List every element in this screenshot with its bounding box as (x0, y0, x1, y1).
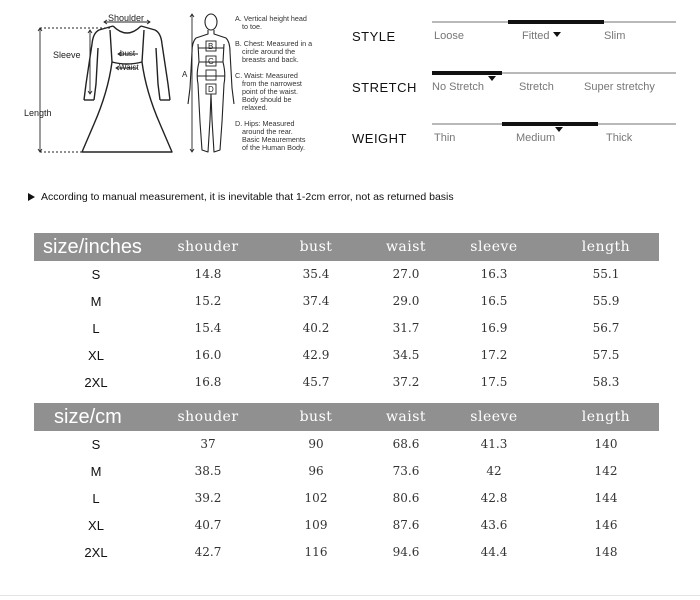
stretch-title: STRETCH (352, 80, 417, 95)
column-header-sleeve: sleeve (470, 409, 518, 425)
style-track (432, 21, 676, 23)
value-cell: 35.4 (302, 267, 330, 281)
value-cell: 17.2 (480, 348, 508, 362)
measurement-diagram (0, 0, 340, 175)
value-cell: 57.5 (592, 348, 620, 362)
size-table-cm (34, 403, 659, 566)
table-row (34, 342, 659, 369)
marker-d-label: D (208, 85, 214, 94)
size-cell: M (90, 294, 102, 309)
value-cell: 16.5 (480, 294, 508, 308)
weight-scale (352, 121, 697, 161)
value-cell: 16.8 (194, 375, 222, 389)
measurement-notice (28, 191, 454, 203)
note-line: around the rear. (242, 127, 293, 136)
table-row (34, 261, 659, 288)
value-cell: 42.7 (194, 545, 222, 559)
size-cell: 2XL (84, 375, 108, 390)
note-line: D. Hips: Measured (235, 119, 295, 128)
size-cell: XL (88, 348, 104, 363)
size-cell: L (92, 491, 100, 506)
length-label: Length (24, 108, 52, 118)
column-header-waist: waist (385, 409, 427, 425)
value-cell: 140 (594, 437, 618, 451)
value-cell: 29.0 (392, 294, 420, 308)
column-header-waist: waist (385, 239, 427, 255)
weight-title: WEIGHT (352, 131, 407, 146)
weight-option-medium: Medium (516, 132, 556, 144)
value-cell: 41.3 (480, 437, 508, 451)
style-option-loose: Loose (434, 30, 464, 42)
stretch-active-segment (432, 71, 502, 75)
marker-c-label: C (208, 57, 214, 66)
value-cell: 116 (304, 545, 328, 559)
bust-label: bust (120, 49, 136, 58)
value-cell: 34.5 (392, 348, 420, 362)
shoulder-label: Shoulder (108, 13, 145, 23)
column-header-length: length (581, 239, 631, 255)
value-cell: 16.0 (194, 348, 222, 362)
value-cell: 39.2 (194, 491, 222, 505)
value-cell: 90 (308, 437, 324, 451)
triangle-bullet-icon (28, 193, 35, 201)
table-header (34, 403, 659, 431)
waist-label: Waist (119, 63, 139, 72)
value-cell: 43.6 (480, 518, 508, 532)
column-header-shoulder: shouder (177, 409, 239, 425)
note-line: of the Human Body. (242, 143, 305, 152)
table-row (34, 539, 659, 566)
table-row (34, 369, 659, 396)
table-row (34, 315, 659, 342)
stretch-option-super-stretchy: Super stretchy (584, 81, 655, 93)
value-cell: 55.9 (592, 294, 620, 308)
value-cell: 45.7 (302, 375, 330, 389)
note-line: point of the waist. (242, 87, 298, 96)
value-cell: 31.7 (392, 321, 420, 335)
notice-text: According to manual measurement, it is inevitable that 1-2cm error, not as returned basis (41, 191, 454, 203)
value-cell: 144 (594, 491, 618, 505)
style-scale (352, 19, 697, 59)
table-row (34, 485, 659, 512)
body-figure (188, 14, 234, 152)
size-cell: L (92, 321, 100, 336)
note-line: relaxed. (242, 103, 268, 112)
value-cell: 15.4 (194, 321, 222, 335)
value-cell: 14.8 (194, 267, 222, 281)
note-hips (235, 120, 335, 152)
style-active-segment (508, 20, 604, 24)
unit-label: size/cm (54, 406, 122, 428)
note-waist (235, 72, 335, 112)
value-cell: 42 (486, 464, 502, 478)
unit-label: size/inches (43, 236, 142, 258)
stretch-option-no-stretch: No Stretch (432, 81, 484, 93)
size-table-inches (34, 233, 659, 396)
style-title: STYLE (352, 29, 396, 44)
note-line: Basic Meaurements (242, 135, 306, 144)
value-cell: 37.4 (302, 294, 330, 308)
value-cell: 109 (304, 518, 328, 532)
note-line: A. Vertical height head (235, 14, 307, 23)
value-cell: 16.9 (480, 321, 508, 335)
table-row (34, 512, 659, 539)
value-cell: 55.1 (592, 267, 620, 281)
style-option-fitted (522, 30, 561, 42)
note-line: Body should be (242, 95, 292, 104)
size-cell: S (91, 437, 101, 452)
sleeve-label: Sleeve (53, 50, 81, 60)
stretch-option-stretch: Stretch (519, 81, 554, 93)
value-cell: 27.0 (392, 267, 420, 281)
dress-outline (82, 26, 172, 152)
marker-b-label: B (208, 42, 214, 51)
weight-active-segment (502, 122, 598, 126)
value-cell: 73.6 (392, 464, 420, 478)
marker-a-label: A (182, 70, 188, 79)
value-cell: 38.5 (194, 464, 222, 478)
size-cell: XL (88, 518, 104, 533)
note-line: breasts and back. (242, 55, 299, 64)
column-header-length: length (581, 409, 631, 425)
style-option-slim: Slim (604, 30, 626, 42)
value-cell: 15.2 (194, 294, 222, 308)
selected-caret-icon (555, 127, 563, 132)
value-cell: 42.9 (302, 348, 330, 362)
table-row (34, 458, 659, 485)
note-line: C. Waist: Measured (235, 71, 298, 80)
weight-track (432, 123, 676, 125)
value-cell: 58.3 (592, 375, 620, 389)
stretch-track (432, 72, 676, 74)
value-cell: 56.7 (592, 321, 620, 335)
value-cell: 37.2 (392, 375, 420, 389)
value-cell: 146 (594, 518, 618, 532)
column-header-sleeve: sleeve (470, 239, 518, 255)
value-cell: 68.6 (392, 437, 420, 451)
value-cell: 44.4 (480, 545, 508, 559)
size-cell: S (91, 267, 101, 282)
note-line: circle around the (242, 47, 296, 56)
value-cell: 96 (308, 464, 324, 478)
note-line: B. Chest: Measured in a (235, 39, 313, 48)
value-cell: 94.6 (392, 545, 420, 559)
value-cell: 80.6 (392, 491, 420, 505)
note-height (235, 15, 335, 31)
table-row (34, 431, 659, 458)
column-header-bust: bust (299, 239, 333, 255)
column-header-shoulder: shouder (177, 239, 239, 255)
note-chest (235, 40, 335, 64)
table-row (34, 288, 659, 315)
style-option-fitted-label: Fitted (522, 30, 550, 42)
stretch-scale (352, 70, 697, 110)
value-cell: 37 (200, 437, 216, 451)
value-cell: 87.6 (392, 518, 420, 532)
value-cell: 40.7 (194, 518, 222, 532)
size-cell: 2XL (84, 545, 108, 560)
value-cell: 148 (594, 545, 618, 559)
size-cell: M (90, 464, 102, 479)
value-cell: 16.3 (480, 267, 508, 281)
bottom-divider (0, 595, 700, 596)
weight-option-thin: Thin (434, 132, 456, 144)
value-cell: 17.5 (480, 375, 508, 389)
column-header-bust: bust (299, 409, 333, 425)
value-cell: 42.8 (480, 491, 508, 505)
selected-caret-icon (553, 32, 561, 37)
value-cell: 40.2 (302, 321, 330, 335)
measurement-lines (38, 20, 150, 152)
note-line: from the narrowest (242, 79, 302, 88)
table-header (34, 233, 659, 261)
value-cell: 142 (594, 464, 618, 478)
note-line: to toe. (242, 22, 262, 31)
weight-option-thick: Thick (606, 132, 633, 144)
value-cell: 102 (304, 491, 328, 505)
selected-caret-icon (488, 76, 496, 81)
